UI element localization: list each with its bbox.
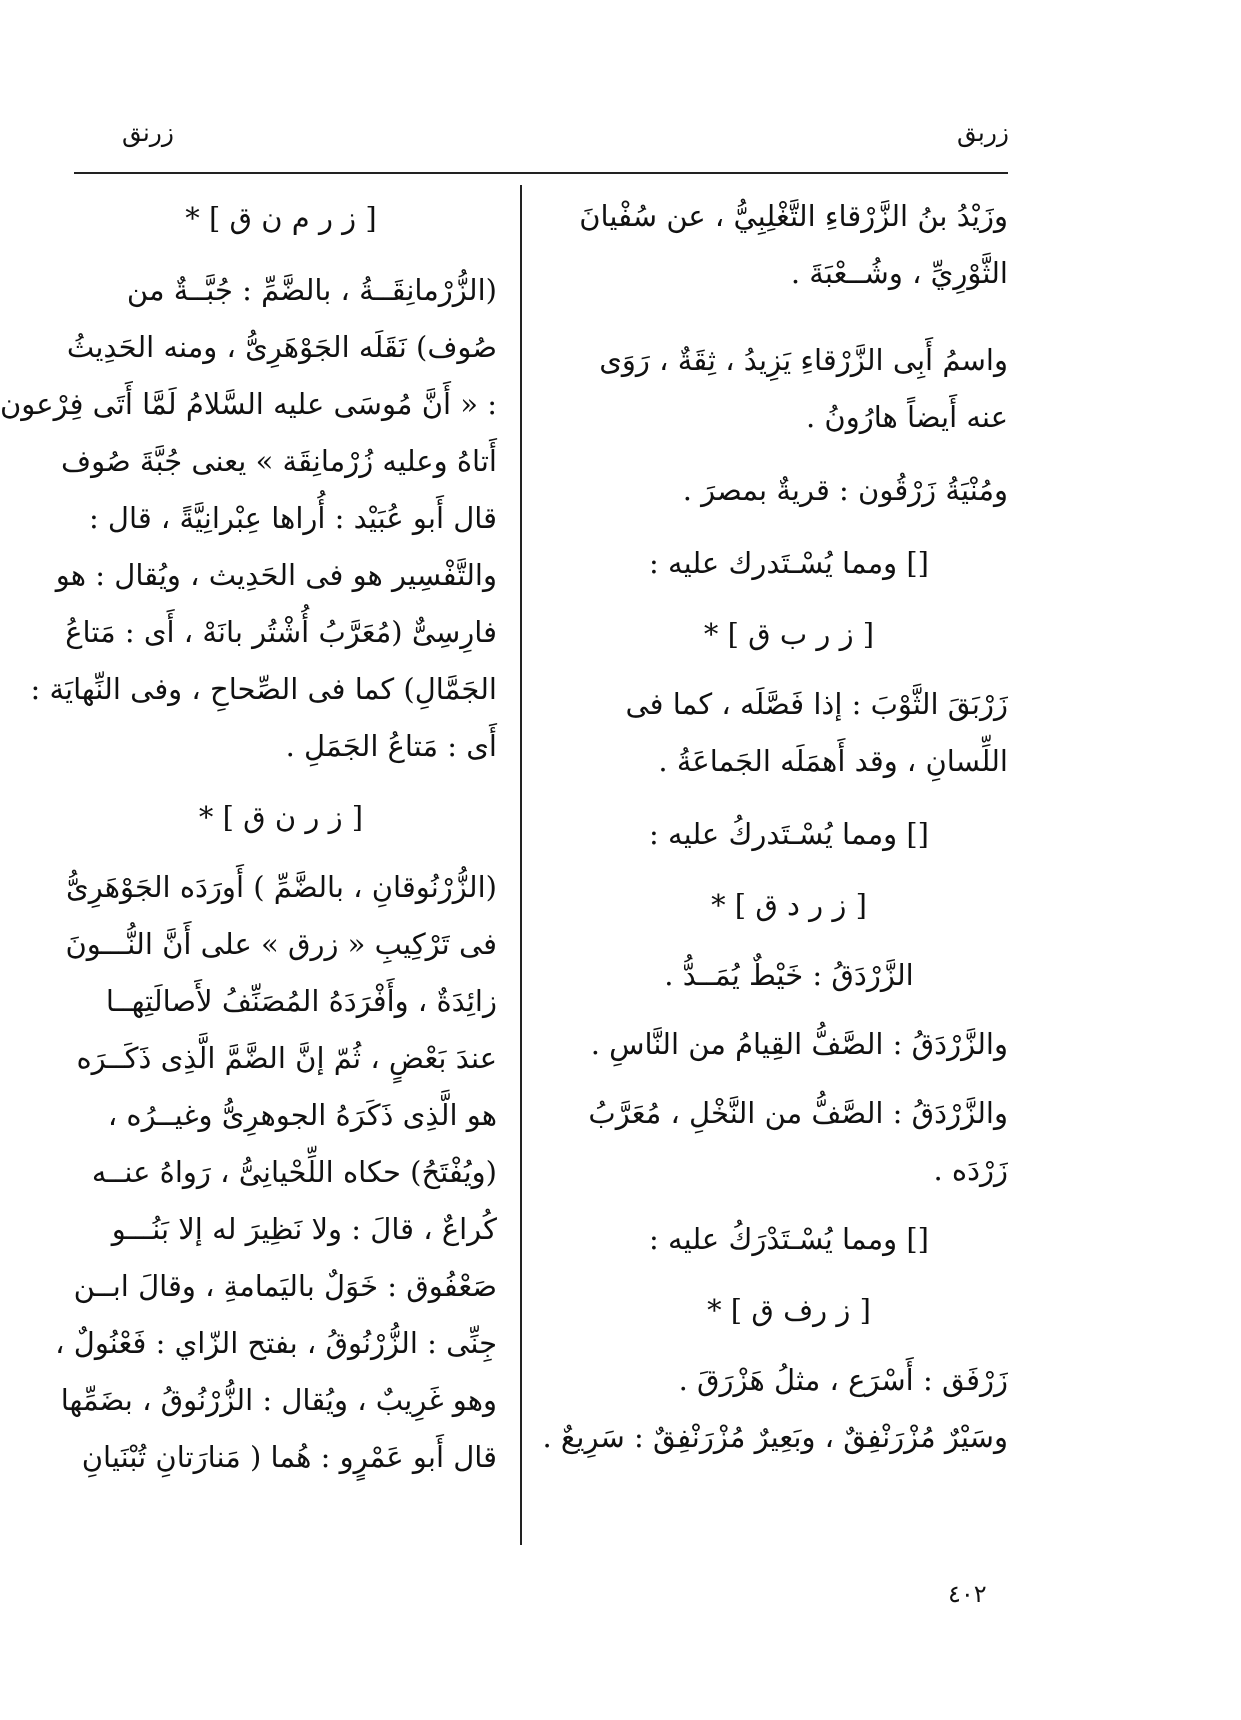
text-line: عندَ بَعْضٍ ، ثُمّ إنَّ الضَّمَّ الَّذِى ذَكَــرَه [76, 1041, 497, 1075]
text-line: واسمُ أَبِى الزَّرْقاءِ يَزِيدُ ، ثِقَةٌ ، رَوَى [599, 343, 1008, 377]
right-column [542, 188, 1008, 1466]
text-line: وهو غَرِيبٌ ، ويُقال : الزُّرْنُوقُ ، بضَمِّها [60, 1383, 497, 1417]
text-line: زَرْفَق : أَسْرَع ، مثلُ هَزْرَقَ . [678, 1363, 1008, 1397]
text-line: قال أَبو عَمْرٍو : هُما ( مَنارَتانِ تُبْنَيانِ [81, 1440, 497, 1474]
page-number: ٤٠٢ [948, 1580, 987, 1608]
text-line: عنه أَيضاً هارُونُ . [805, 400, 1008, 434]
text-line: فى تَرْكِيبِ « زرق » على أَنَّ النُّـــونَ [65, 927, 497, 961]
text-line: الزَّرْدَقُ : خَيْطٌ يُمَــدُّ . [664, 958, 914, 992]
column-divider [520, 185, 522, 1545]
text-line: (الزُّرْنُوقانِ ، بالضَّمِّ ) أَورَدَه الجَوْهَرِىُّ [66, 870, 497, 904]
text-line: ومُنْيَةُ زَرْقُون : قريةٌ بمصرَ . [682, 473, 1008, 507]
text-line: جِنِّى : الزُّرْنُوقُ ، بفتح الزّاي : فَعْنُولٌ ، [55, 1326, 497, 1360]
paragraph-gap [570, 302, 1008, 332]
text-line: أَى : مَتاعُ الجَمَلِ . [285, 729, 497, 763]
running-head-right: زربق [957, 118, 1009, 147]
text-line: كُراعٌ ، قالَ : ولا نَظِيرَ له إلا بَنُـــو [111, 1212, 497, 1246]
addendum-note: [] ومما يُسْـتَدرك عليه : [649, 546, 929, 580]
text-line: صُوف) نَقَلَه الجَوْهَرِىُّ ، ومنه الحَدِيثُ [66, 330, 497, 364]
running-head-left: زرنق [122, 118, 174, 147]
entry-heading: [ ز رف ق ] * [707, 1293, 871, 1327]
text-line: : « أَنَّ مُوسَى عليه السَّلامُ لَمَّا أَتَى فِرْعون [0, 387, 497, 421]
text-line: (ويُفْتَحُ) حكاه اللِّحْيانِىُّ ، رَواهُ عنــه [91, 1155, 497, 1189]
left-column [0, 188, 497, 1486]
text-line: أَتاهُ وعليه زُرْمانِقَة » يعنى جُبَّةَ صُوف [61, 444, 497, 478]
header-rule [74, 172, 1008, 174]
text-line: صَعْفُوق : خَوَلٌ باليَمامةِ ، وقالَ ابــن [73, 1269, 497, 1303]
text-line: والزَّرْدَقُ : الصَّفُّ من النَّخْلِ ، مُعَرَّبُ [588, 1096, 1008, 1130]
text-line: هو الَّذِى ذَكَرَهُ الجوهرِىُّ وغيــرُه ، [107, 1098, 497, 1132]
text-line: الثَّوْرِيِّ ، وشُــعْبَةَ . [790, 256, 1008, 290]
text-line: وزَيْدُ بنُ الزَّرْقاءِ التَّغْلِبِيُّ ، عن سُفْيانَ [579, 199, 1008, 233]
entry-heading: [ ز ر م ن ق ] * [185, 201, 377, 235]
text-line: (الزُّرْمانِقَــةُ ، بالضَّمِّ : جُبَّــةٌ من [126, 273, 497, 307]
text-line: زائِدَةٌ ، وأَفْرَدَهُ المُصَنِّفُ لأَصالَتِهــا [105, 984, 497, 1018]
text-line: قال أَبو عُبَيْد : أُراها عِبْرانِيَّةً ، قال : [88, 501, 497, 535]
entry-heading: [ ز ر د ق ] * [711, 888, 867, 922]
addendum-note: [] ومما يُسْـتَدركُ عليه : [649, 817, 929, 851]
entry-heading: [ ز ر ن ق ] * [198, 800, 364, 834]
text-line: والتَّفْسِير هو فى الحَدِيث ، ويُقال : هو [55, 558, 497, 592]
text-line: الجَمَّالِ) كما فى الصِّحاحِ ، وفى النِّهايَة : [30, 672, 497, 706]
entry-heading: [ ز ر ب ق ] * [703, 617, 875, 651]
text-line: والزَّرْدَقُ : الصَّفُّ القِيامُ من النَّاسِ . [590, 1027, 1008, 1061]
text-line: زَرْبَقَ الثَّوْبَ : إذا فَصَّلَه ، كما فى [625, 687, 1008, 721]
text-line: اللِّسانِ ، وقد أَهمَلَه الجَماعَةُ . [658, 744, 1008, 778]
text-line: وسَيْرٌ مُزْرَنْفِقٌ ، وبَعِيرٌ مُزْرَنْفِقٌ : سَرِيعٌ . [542, 1420, 1008, 1454]
text-line: فارِسِىٌّ (مُعَرَّبُ أُشْتُر بانَهْ ، أَى : مَتاعُ [65, 615, 497, 649]
addendum-note: [] ومما يُسْـتَدْرَكُ عليه : [649, 1222, 929, 1256]
text-line: زَرْدَه . [933, 1153, 1008, 1187]
